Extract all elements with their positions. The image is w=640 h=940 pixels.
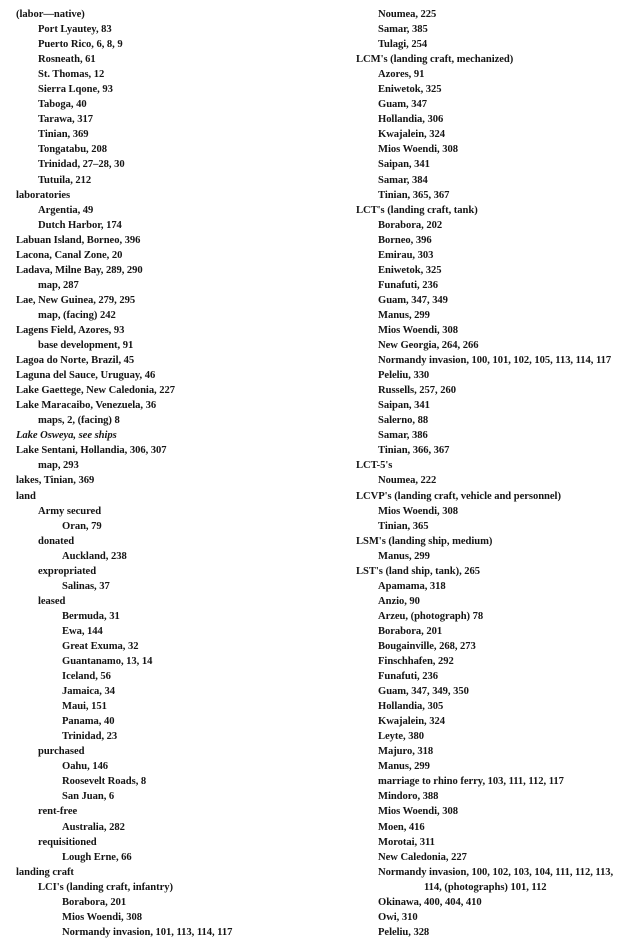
index-heading: Lagoa do Norte, Brazil, 45 (16, 355, 135, 367)
index-subentry: Auckland, 238 (62, 550, 127, 562)
index-subentry: 114, (photographs) 101, 112 (424, 881, 547, 893)
index-subentry: Puerto Rico, 6, 8, 9 (38, 39, 123, 51)
index-subentry: Salinas, 37 (62, 580, 110, 592)
index-column-left (16, 7, 334, 940)
index-subentry: Kwajalein, 324 (378, 129, 445, 141)
index-heading: LCVP's (landing craft, vehicle and personnel) (356, 490, 561, 502)
index-subentry: Funafuti, 236 (378, 279, 438, 291)
index-subentry: Oran, 79 (62, 520, 102, 532)
index-subentry: Panama, 40 (62, 716, 115, 728)
index-subentry: map, (facing) 242 (38, 309, 116, 321)
index-subentry: Peleliu, 328 (378, 926, 430, 938)
index-heading: Lae, New Guinea, 279, 295 (16, 294, 136, 306)
index-subentry: Army secured (38, 505, 102, 517)
index-subentry: Trinidad, 23 (62, 731, 118, 743)
index-heading: Lacona, Canal Zone, 20 (16, 249, 123, 261)
index-subentry: Emirau, 303 (378, 249, 434, 261)
index-subentry: Hollandia, 306 (378, 114, 444, 126)
index-subentry: Mios Woendi, 308 (378, 324, 458, 336)
index-heading: land (16, 490, 36, 502)
index-heading: Laguna del Sauce, Uruguay, 46 (16, 370, 156, 382)
index-heading: lakes, Tinian, 369 (16, 475, 95, 487)
index-heading: LCT's (landing craft, tank) (356, 204, 478, 216)
index-subentry: Noumea, 225 (378, 9, 437, 20)
index-subentry: Morotai, 311 (378, 836, 435, 848)
index-subentry: Leyte, 380 (378, 731, 424, 743)
index-heading: Lake Osweya, see ships (16, 430, 117, 442)
index-heading: Lake Gaettege, New Caledonia, 227 (16, 385, 175, 397)
index-subentry: requisitioned (38, 836, 97, 848)
index-subentry: Manus, 299 (378, 761, 430, 773)
index-subentry: Salerno, 88 (378, 415, 429, 427)
index-subentry: Manus, 299 (378, 550, 430, 562)
index-subentry: Oahu, 146 (62, 761, 109, 773)
index-subentry: expropriated (38, 565, 97, 577)
index-subentry: Tarawa, 317 (38, 114, 93, 126)
index-heading: (labor—native) (16, 9, 85, 20)
index-subentry: Bermuda, 31 (62, 610, 120, 622)
index-subentry: Borabora, 202 (378, 219, 443, 231)
index-subentry: rent-free (38, 806, 78, 818)
index-heading: LST's (land ship, tank), 265 (356, 565, 481, 577)
index-subentry: Russells, 257, 260 (378, 385, 456, 397)
index-subentry: Taboga, 40 (38, 99, 87, 111)
index-subentry: Moen, 416 (378, 821, 425, 833)
index-subentry: New Caledonia, 227 (378, 851, 467, 863)
index-heading: Labuan Island, Borneo, 396 (16, 234, 141, 246)
index-heading: LCT-5's (356, 460, 393, 472)
index-subentry: Normandy invasion, 100, 101, 102, 105, 113, 114, 117 (378, 355, 612, 367)
index-subentry: Bougainville, 268, 273 (378, 640, 476, 652)
index-subentry: Argentia, 49 (38, 204, 94, 216)
index-subentry: LCI's (landing craft, infantry) (38, 881, 173, 893)
index-column-right (356, 7, 640, 940)
index-subentry: Guam, 347, 349 (378, 294, 448, 306)
index-subentry: Sierra Lqone, 93 (38, 84, 113, 96)
index-heading: Lake Maracaibo, Venezuela, 36 (16, 400, 157, 412)
index-subentry: Finschhafen, 292 (378, 656, 454, 668)
index-subentry: Tinian, 365 (378, 520, 429, 532)
index-subentry: Borneo, 396 (378, 234, 432, 246)
index-subentry: base development, 91 (38, 340, 134, 352)
index-subentry: Anzio, 90 (378, 595, 420, 607)
index-heading: Lake Sentani, Hollandia, 306, 307 (16, 445, 167, 457)
index-subentry: Apamama, 318 (378, 580, 446, 592)
index-subentry: Jamaica, 34 (62, 686, 115, 698)
index-subentry: map, 287 (38, 279, 79, 291)
index-heading: laboratories (16, 189, 71, 201)
index-subentry: Saipan, 341 (378, 159, 430, 171)
index-subentry: Guantanamo, 13, 14 (62, 656, 153, 668)
index-subentry: Mindoro, 388 (378, 791, 439, 803)
index-heading: Lagens Field, Azores, 93 (16, 324, 125, 336)
index-subentry: Funafuti, 236 (378, 671, 438, 683)
index-subentry: New Georgia, 264, 266 (378, 340, 479, 352)
index-subentry: Lough Erne, 66 (62, 851, 132, 863)
index-subentry: Samar, 385 (378, 24, 428, 36)
index-subentry: Tulagi, 254 (378, 39, 428, 51)
index-subentry: Samar, 384 (378, 174, 428, 186)
index-subentry: map, 293 (38, 460, 79, 472)
index-subentry: Tutuila, 212 (38, 174, 92, 186)
index-subentry: Mios Woendi, 308 (378, 505, 458, 517)
index-subentry: Hollandia, 305 (378, 701, 444, 713)
index-subentry: Tinian, 366, 367 (378, 445, 450, 457)
index-subentry: Peleliu, 330 (378, 370, 430, 382)
index-heading: landing craft (16, 866, 74, 878)
index-subentry: Roosevelt Roads, 8 (62, 776, 147, 788)
index-subentry: Maui, 151 (62, 701, 107, 713)
index-subentry: Kwajalein, 324 (378, 716, 445, 728)
index-subentry: Borabora, 201 (378, 625, 443, 637)
index-subentry: Owi, 310 (378, 911, 418, 923)
index-subentry: St. Thomas, 12 (38, 69, 105, 81)
index-heading: Ladava, Milne Bay, 289, 290 (16, 264, 143, 276)
index-subentry: Guam, 347 (378, 99, 427, 111)
index-subentry: Mios Woendi, 308 (62, 911, 142, 923)
index-subentry: Eniwetok, 325 (378, 84, 442, 96)
index-subentry: Ewa, 144 (62, 625, 103, 637)
index-subentry: Borabora, 201 (62, 896, 127, 908)
index-subentry: Samar, 386 (378, 430, 428, 442)
index-subentry: Normandy invasion, 100, 102, 103, 104, 111, 112, 113, (378, 866, 614, 878)
index-subentry: Mios Woendi, 308 (378, 806, 458, 818)
index-subentry: Normandy invasion, 101, 113, 114, 117 (62, 926, 233, 938)
index-subentry: Dutch Harbor, 174 (38, 219, 122, 231)
index-subentry: Azores, 91 (378, 69, 425, 81)
index-subentry: Australia, 282 (62, 821, 125, 833)
index-subentry: donated (38, 535, 75, 547)
index-subentry: Mios Woendi, 308 (378, 144, 458, 156)
index-subentry: Iceland, 56 (62, 671, 111, 683)
index-subentry: Majuro, 318 (378, 746, 434, 758)
index-subentry: Trinidad, 27–28, 30 (38, 159, 125, 171)
index-subentry: marriage to rhino ferry, 103, 111, 112, 117 (378, 776, 564, 788)
index-subentry: San Juan, 6 (62, 791, 115, 803)
index-subentry: maps, 2, (facing) 8 (38, 415, 120, 427)
index-heading: LCM's (landing craft, mechanized) (356, 54, 514, 66)
index-subentry: Saipan, 341 (378, 400, 430, 412)
index-subentry: leased (38, 595, 66, 607)
index-subentry: Port Lyautey, 83 (38, 24, 112, 36)
index-subentry: Eniwetok, 325 (378, 264, 442, 276)
index-subentry: Okinawa, 400, 404, 410 (378, 896, 482, 908)
index-subentry: Tongatabu, 208 (38, 144, 107, 156)
index-subentry: Guam, 347, 349, 350 (378, 686, 469, 698)
index-subentry: purchased (38, 746, 85, 758)
index-heading: LSM's (landing ship, medium) (356, 535, 493, 547)
index-subentry: Noumea, 222 (378, 475, 437, 487)
index-subentry: Tinian, 365, 367 (378, 189, 450, 201)
index-subentry: Arzeu, (photograph) 78 (378, 610, 484, 622)
index-subentry: Rosneath, 61 (38, 54, 96, 66)
index-subentry: Tinian, 369 (38, 129, 89, 141)
index-subentry: Great Exuma, 32 (62, 640, 139, 652)
index-subentry: Manus, 299 (378, 309, 430, 321)
